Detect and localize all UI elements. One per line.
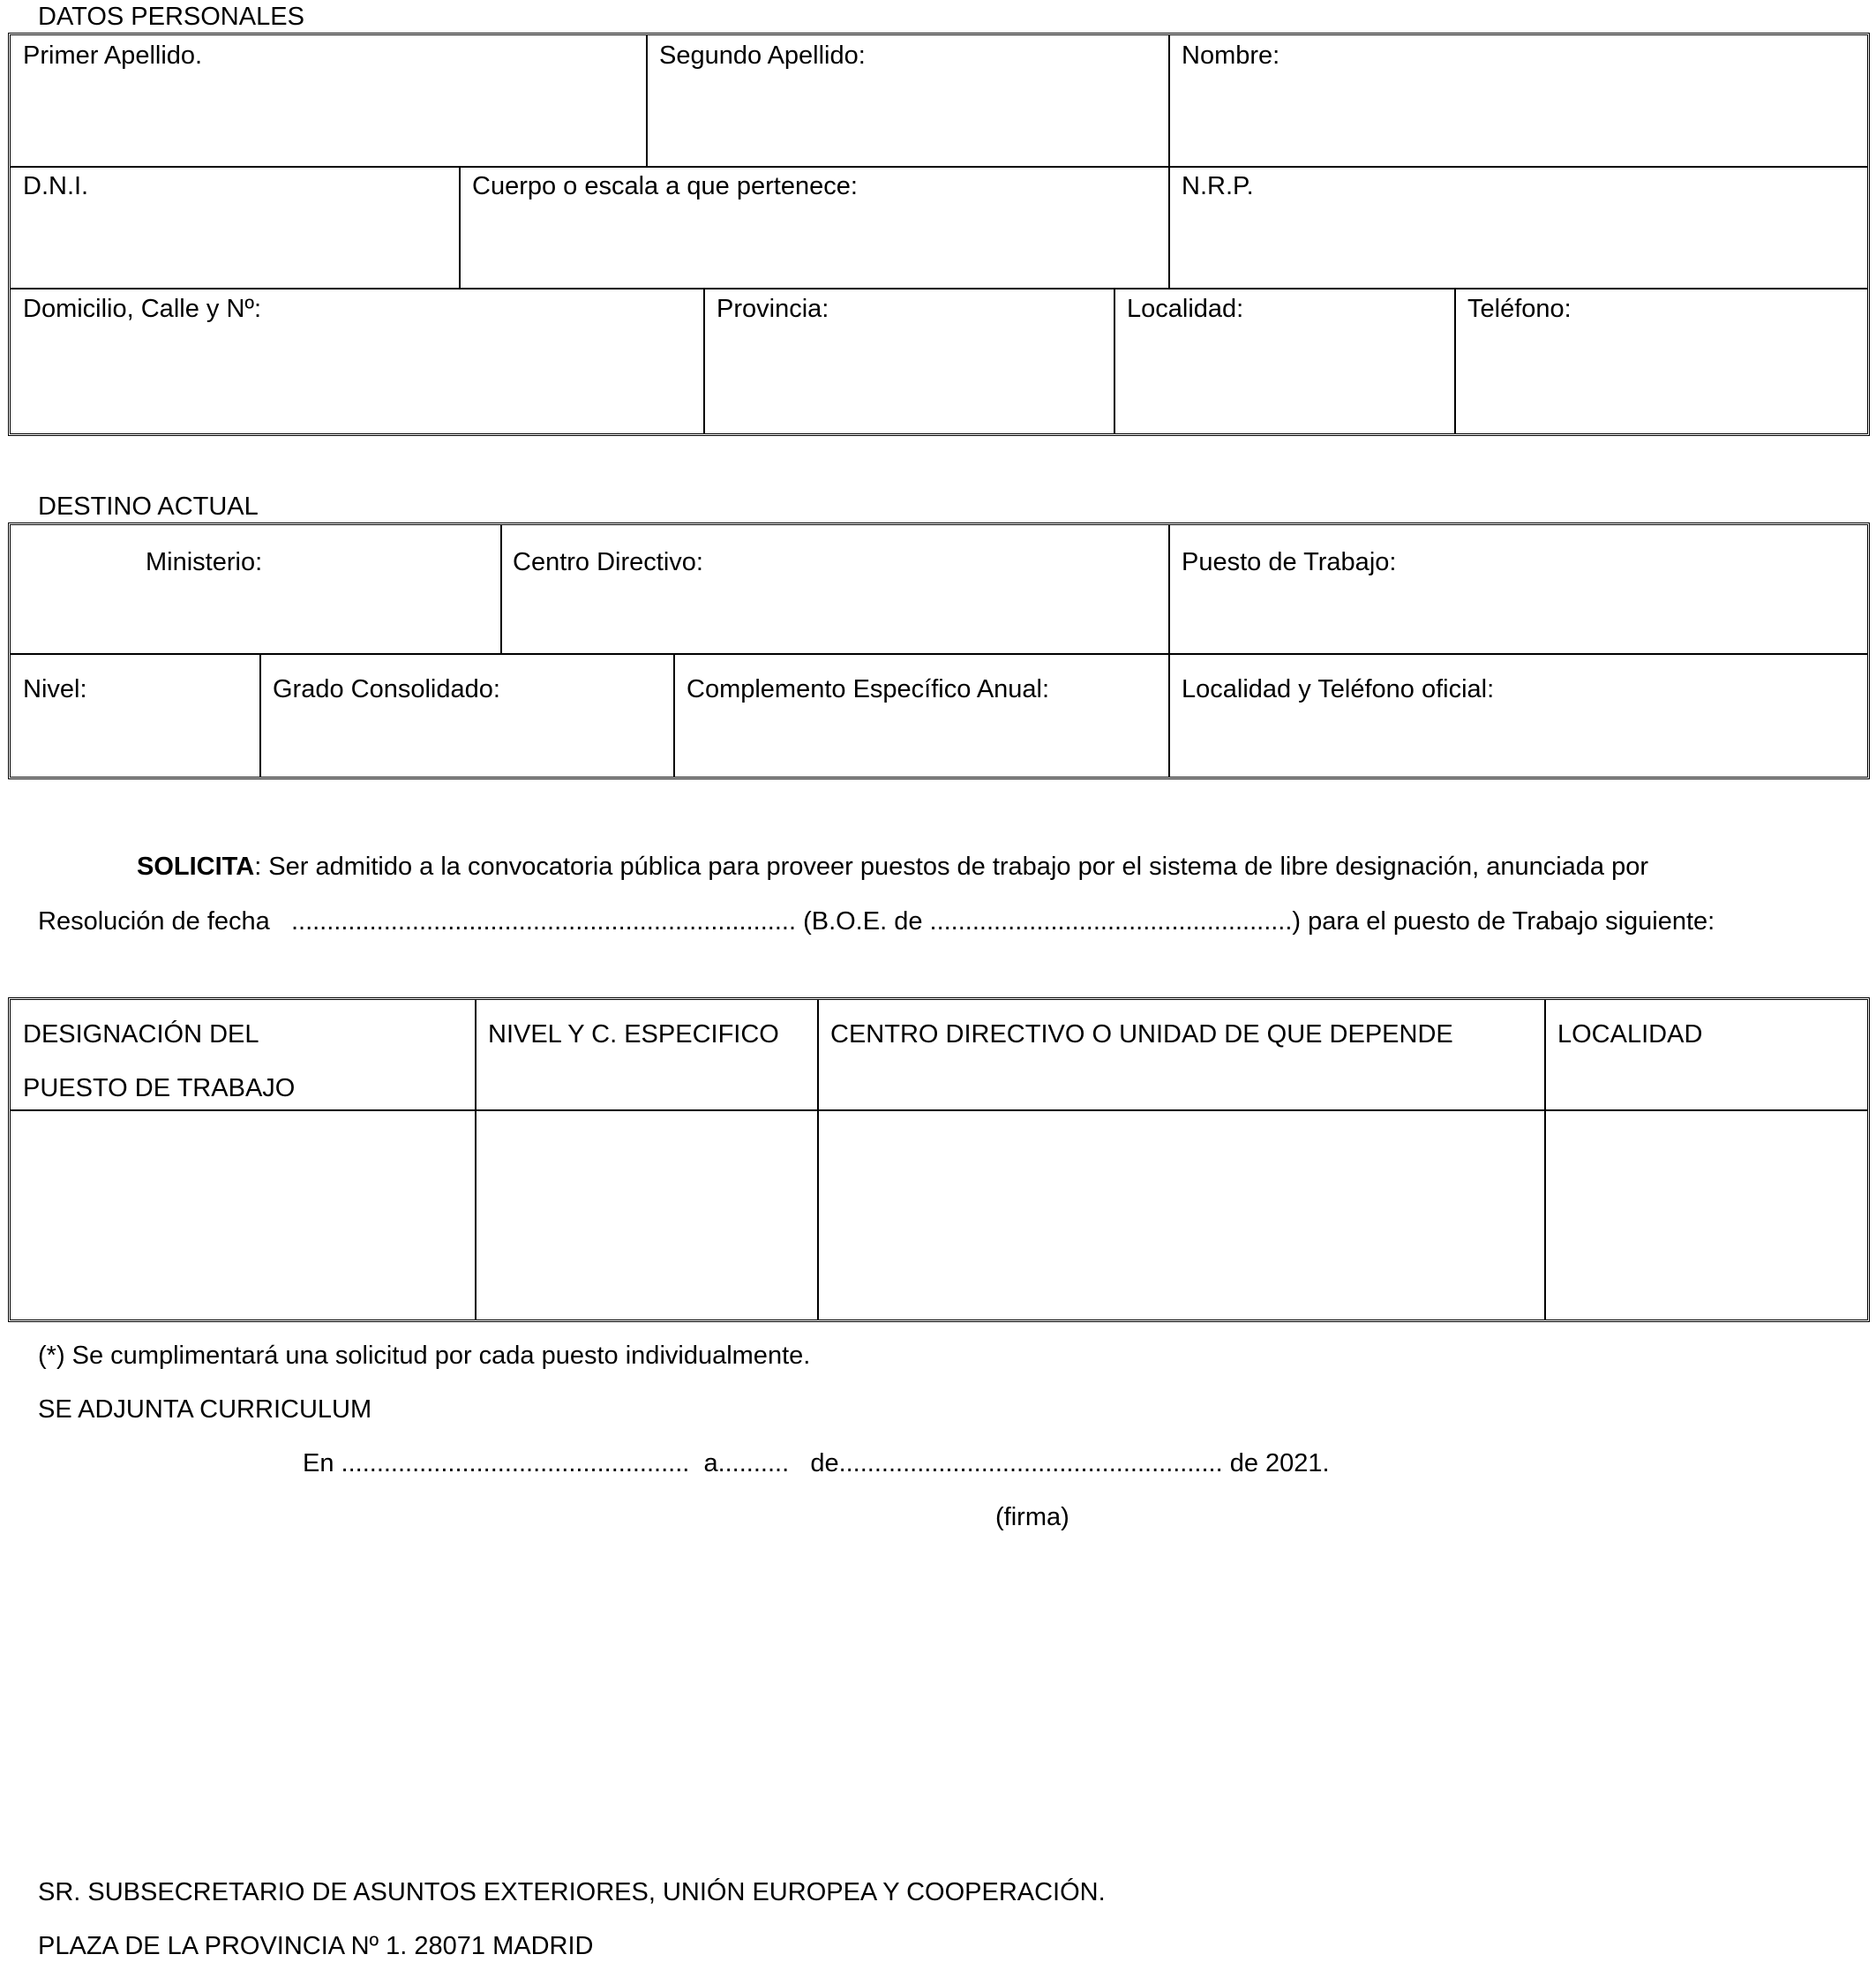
note-text: (*) Se cumplimentará una solicitud por cada puesto individualmente.	[38, 1342, 811, 1370]
solicita-line-1-text: : Ser admitido a la convocatoria pública para proveer puestos de trabajo por el sistema de libre designación, anunciada por	[254, 853, 1649, 881]
localidad-telefono-label: Localidad y Teléfono oficial:	[1182, 675, 1495, 703]
col-localidad: LOCALIDAD	[1557, 1020, 1703, 1049]
row-divider	[11, 1109, 1867, 1111]
solicita-bold: SOLICITA	[137, 853, 255, 881]
nivel-label: Nivel:	[23, 675, 87, 703]
destino-actual-table	[8, 522, 1870, 779]
complemento-label: Complemento Específico Anual:	[687, 675, 1050, 703]
datos-personales-table	[8, 33, 1870, 436]
provincia-label: Provincia:	[717, 295, 829, 323]
nrp-label: N.R.P.	[1182, 172, 1254, 200]
ministerio-label: Ministerio:	[146, 548, 263, 576]
cuerpo-label: Cuerpo o escala a que pertenece:	[472, 172, 858, 200]
col-divider	[475, 1000, 477, 1319]
col-divider	[673, 653, 675, 777]
col-divider	[1168, 525, 1170, 777]
solicita-line-1	[137, 854, 1648, 880]
localidad-label: Localidad:	[1127, 295, 1244, 323]
nombre-label: Nombre:	[1182, 41, 1280, 70]
col-centro-directivo: CENTRO DIRECTIVO O UNIDAD DE QUE DEPENDE	[830, 1020, 1453, 1049]
grado-label: Grado Consolidado:	[273, 675, 500, 703]
row-divider	[11, 653, 1867, 655]
col-divider	[817, 1000, 819, 1319]
domicilio-label: Domicilio, Calle y Nº:	[23, 295, 262, 323]
col-divider	[459, 166, 461, 288]
col-divider	[1114, 288, 1115, 433]
solicita-line-2: Resolución de fecha ....................................................................... (B.O.E. de ...................................................) para el puesto de Trabajo siguiente:	[38, 907, 1715, 936]
puesto-trabajo-label: Puesto de Trabajo:	[1182, 548, 1397, 576]
col-divider	[1454, 288, 1456, 433]
centro-directivo-label: Centro Directivo:	[513, 548, 703, 576]
col-divider	[259, 653, 261, 777]
col-nivel-especifico: NIVEL Y C. ESPECIFICO	[488, 1020, 779, 1049]
col-designacion-line-2: PUESTO DE TRABAJO	[23, 1074, 296, 1102]
direccion: PLAZA DE LA PROVINCIA Nº 1. 28071 MADRID	[38, 1932, 594, 1960]
col-divider	[1168, 35, 1170, 288]
col-divider	[500, 525, 502, 653]
col-divider	[703, 288, 705, 433]
adjunta-curriculum: SE ADJUNTA CURRICULUM	[38, 1395, 372, 1424]
segundo-apellido-label: Segundo Apellido:	[659, 41, 866, 70]
row-divider	[11, 288, 1867, 289]
telefono-label: Teléfono:	[1467, 295, 1572, 323]
primer-apellido-label: Primer Apellido.	[23, 41, 203, 70]
section-title-datos-personales: DATOS PERSONALES	[38, 3, 304, 31]
col-divider	[1544, 1000, 1546, 1319]
row-divider	[11, 166, 1867, 168]
fecha-line: En ................................................. a.......... de...................................................... de 2021.	[303, 1449, 1330, 1477]
firma-label: (firma)	[995, 1503, 1069, 1531]
col-designacion-line-1: DESIGNACIÓN DEL	[23, 1020, 259, 1049]
destinatario: SR. SUBSECRETARIO DE ASUNTOS EXTERIORES, UNIÓN EUROPEA Y COOPERACIÓN.	[38, 1878, 1106, 1906]
col-divider	[646, 35, 648, 166]
puesto-table	[8, 997, 1870, 1322]
section-title-destino-actual: DESTINO ACTUAL	[38, 492, 259, 521]
dni-label: D.N.I.	[23, 172, 89, 200]
